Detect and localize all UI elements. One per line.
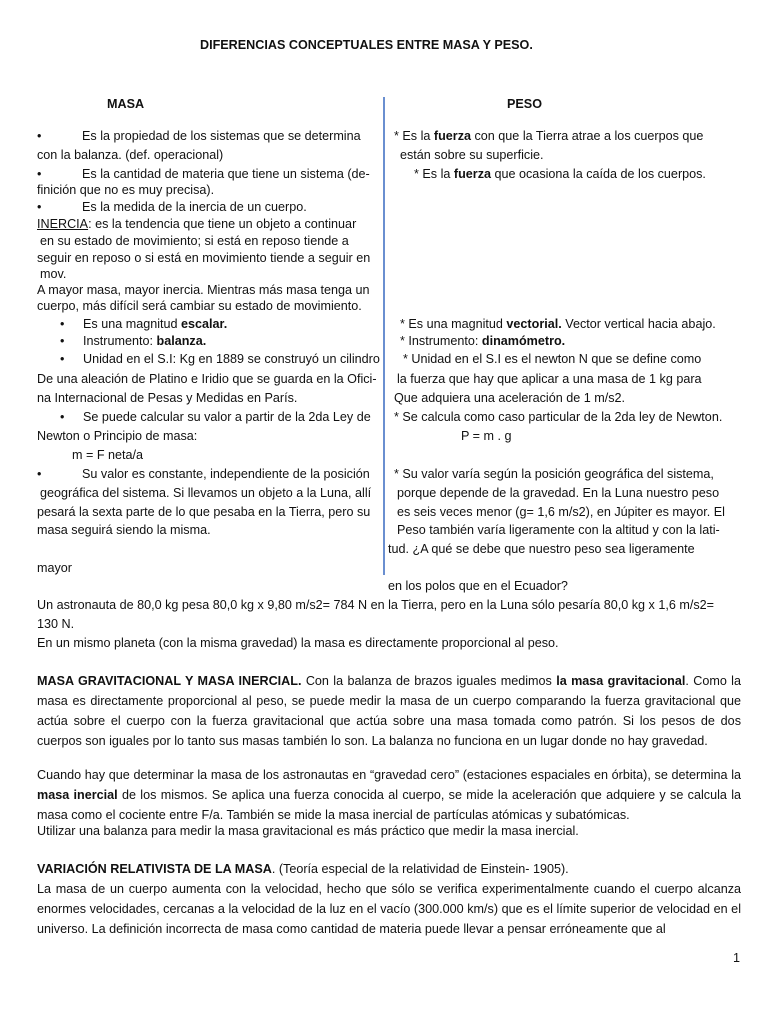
masa-text-line: na Internacional de Pesas y Medidas en París. <box>37 391 298 405</box>
peso-text-line: están sobre su superficie. <box>400 148 544 162</box>
peso-text-line: * Se calcula como caso particular de la 2da ley de Newton. <box>394 410 723 424</box>
peso-text-line: Peso también varía ligeramente con la altitud y con la lati- <box>397 523 720 537</box>
peso-text-line: * Instrumento: dinamómetro. <box>400 334 566 348</box>
bullet: • <box>37 467 42 481</box>
peso-text-line: la fuerza que hay que aplicar a una masa de 1 kg para <box>397 372 702 386</box>
peso-text-line: * Es la fuerza con que la Tierra atrae a los cuerpos que <box>394 129 704 143</box>
masa-text-line: geográfica del sistema. Si llevamos un objeto a la Luna, allí <box>40 486 372 500</box>
peso-text-line: es seis veces menor (g= 1,6 m/s2), en Júpiter es mayor. El <box>397 505 725 519</box>
bullet: • <box>37 167 42 181</box>
masa-text-line: Es la medida de la inercia de un cuerpo. <box>82 200 307 214</box>
masa-text-line: en su estado de movimiento; si está en reposo tiende a <box>40 234 349 248</box>
masa-formula: m = F neta/a <box>72 448 144 462</box>
masa-text-line: Es la propiedad de los sistemas que se determina <box>82 129 361 143</box>
masa-text-line: Newton o Principio de masa: <box>37 429 198 443</box>
bullet: • <box>37 200 42 214</box>
bullet: • <box>60 317 65 331</box>
masa-text-line: Es una magnitud escalar. <box>83 317 228 331</box>
masa-text-line: De una aleación de Platino e Iridio que se guarda en la Ofici- <box>37 372 377 386</box>
peso-text-line: Que adquiera una aceleración de 1 m/s2. <box>394 391 626 405</box>
bullet: • <box>60 334 65 348</box>
peso-formula: P = m . g <box>461 429 512 443</box>
paragraph-masa-inercial: Cuando hay que determinar la masa de los astronautas en “gravedad cero” (estaciones espaciales en órbita), se determina la masa inercial de los mismos. Se aplica una fuerza conocida al cuerpo, se mide la aceleración que adquiere y se calcula la masa como el cociente entre F/a. También se mide la masa inercial de partículas atómicas y subatómicas. <box>37 768 741 822</box>
masa-text-line: Instrumento: balanza. <box>83 334 207 348</box>
masa-text-line: cuerpo, más difícil será cambiar su estado de movimiento. <box>37 299 362 313</box>
peso-text-line: tud. ¿A qué se debe que nuestro peso sea ligeramente <box>388 542 695 556</box>
column-divider <box>383 97 385 575</box>
peso-text-line: en los polos que en el Ecuador? <box>388 579 568 593</box>
section-heading: VARIACIÓN RELATIVISTA DE LA MASA <box>37 862 272 876</box>
page-number: 1 <box>733 951 741 965</box>
proportionality-note: En un mismo planeta (con la misma gravedad) la masa es directamente proporcional al peso. <box>37 636 559 650</box>
peso-text-line: * Su valor varía según la posición geográfica del sistema, <box>394 467 714 481</box>
section-heading-line: VARIACIÓN RELATIVISTA DE LA MASA. (Teoría especial de la relatividad de Einstein- 1905). <box>37 862 569 876</box>
paragraph-relativista: La masa de un cuerpo aumenta con la velocidad, hecho que sólo se verifica experimentalmente cuando el cuerpo alcanza enormes velocidades, cercanas a la velocidad de la luz en el vacío (300.000 km/s) que es el límite superior de velocidad en el universo. La definición incorrecta de masa como cantidad de materia puede llevar a pensar erróneamente que al <box>37 882 741 936</box>
masa-text-line: finición que no es muy precisa). <box>37 183 215 197</box>
masa-text-line: A mayor masa, mayor inercia. Mientras más masa tenga un <box>37 283 370 297</box>
bullet: • <box>60 352 65 366</box>
peso-text-line: * Es la fuerza que ocasiona la caída de los cuerpos. <box>414 167 706 181</box>
astronaut-example-line: 130 N. <box>37 617 75 631</box>
paragraph-masa-gravitacional: MASA GRAVITACIONAL Y MASA INERCIAL. Con la balanza de brazos iguales medimos la masa gravitacional. Como la masa es directamente proporcional al peso, se puede medir la masa de un cuerpo comparando la fuerza gravitacional que actúa sobre el cuerpo con la fuerza gravitacional que actúa sobre una masa tomada como patrón. Si los pesos de dos cuerpos son iguales por lo tanto sus masas también lo son. La balanza no funciona en un lugar donde no hay gravedad. <box>37 674 741 748</box>
masa-text-line: Su valor es constante, independiente de la posición <box>82 467 370 481</box>
peso-text-line: * Unidad en el S.I es el newton N que se define como <box>403 352 702 366</box>
masa-text-line: con la balanza. (def. operacional) <box>37 148 224 162</box>
masa-text-line: pesará la sexta parte de lo que pesaba en la Tierra, pero su <box>37 505 371 519</box>
page-title: DIFERENCIAS CONCEPTUALES ENTRE MASA Y PESO. <box>200 38 533 52</box>
bullet: • <box>60 410 65 424</box>
bullet: • <box>37 129 42 143</box>
inercia-term: INERCIA <box>37 217 89 231</box>
astronaut-example-line: Un astronauta de 80,0 kg pesa 80,0 kg x 9,80 m/s2= 784 N en la Tierra, pero en la Luna sólo pesaría 80,0 kg x 1,6 m/s2= <box>37 598 714 612</box>
masa-text-line: seguir en reposo o si está en movimiento tiende a seguir en <box>37 251 371 265</box>
masa-column-heading: MASA <box>107 97 145 111</box>
peso-column-heading: PESO <box>507 97 542 111</box>
masa-text-line: Se puede calcular su valor a partir de la 2da Ley de <box>83 410 371 424</box>
paragraph-line: Utilizar una balanza para medir la masa gravitacional es más práctico que medir la masa inercial. <box>37 824 579 838</box>
peso-text-line: * Es una magnitud vectorial. Vector vertical hacia abajo. <box>400 317 716 331</box>
masa-text-line: masa seguirá siendo la misma. <box>37 523 211 537</box>
masa-text-line: mayor <box>37 561 72 575</box>
masa-text-line: INERCIA: es la tendencia que tiene un objeto a continuar <box>37 217 357 231</box>
masa-text-line: Unidad en el S.I: Kg en 1889 se construyó un cilindro <box>83 352 380 366</box>
section-heading: MASA GRAVITACIONAL Y MASA INERCIAL. <box>37 674 302 688</box>
masa-text-line: Es la cantidad de materia que tiene un sistema (de- <box>82 167 370 181</box>
peso-text-line: porque depende de la gravedad. En la Luna nuestro peso <box>397 486 720 500</box>
masa-text-line: mov. <box>40 267 67 281</box>
